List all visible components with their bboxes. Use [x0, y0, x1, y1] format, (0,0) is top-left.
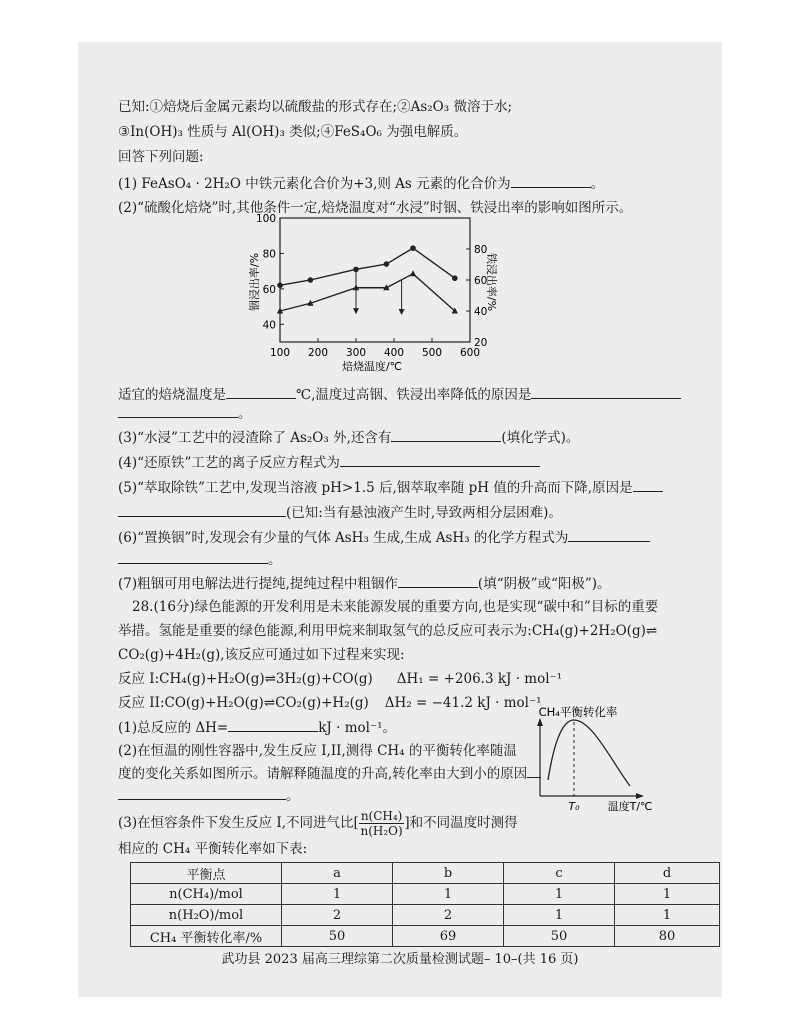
s3-prefix: (3)在恒容条件下发生反应 I,不同进气比[	[118, 815, 359, 831]
known-conditions-line-2: ③In(OH)₃ 性质与 Al(OH)₃ 类似;④FeS₄O₆ 为强电解质。	[118, 124, 468, 140]
table-cell: 1	[393, 884, 504, 905]
reaction-1-enthalpy: ΔH₁ = +206.3 kJ · mol⁻¹	[396, 671, 563, 687]
question-6-continuation: 。	[118, 550, 282, 569]
question-1: (1) FeAsO₄ · 2H₂O 中铁元素化合价为+3,则 As 元素的化合价为 。	[118, 176, 605, 192]
table-cell: 50	[504, 926, 615, 947]
table-header: d	[615, 863, 720, 884]
q5-text: (5)“萃取除铁”工艺中,发现当溶液 pH>1.5 后,铟萃取率随 pH 值的升高而下降,原因是	[118, 480, 633, 496]
table-row	[131, 884, 720, 905]
indium-data-point	[410, 245, 416, 251]
indium-arrow-icon	[353, 308, 359, 314]
table-row	[131, 905, 720, 926]
indium-data-point	[308, 277, 314, 283]
sub-question-2: (2)在恒温的刚性容器中,发生反应 I,II,测得 CH₄ 的平衡转化率随温	[118, 743, 517, 759]
table-cell: 1	[615, 905, 720, 926]
y-right-tick-label: 60	[474, 275, 488, 287]
instruction-line: 回答下列问题:	[118, 149, 204, 165]
q2-prefix: 适宜的焙烧温度是	[118, 387, 226, 403]
x-axis-label: 焙烧温度/℃	[341, 360, 403, 373]
problem-28-line-2: 举措。氢能是重要的绿色能源,利用甲烷来制取氢气的总反应可表示为:CH₄(g)+2H₂O(g)⇌	[118, 623, 658, 639]
q5-note: (已知:当有悬浊液产生时,导致两相分层困难)。	[286, 505, 562, 521]
reaction-1-equation: 反应 I:CH₄(g)+H₂O(g)⇌3H₂(g)+CO(g)	[118, 671, 373, 687]
reaction-2-enthalpy: ΔH₂ = −41.2 kJ · mol⁻¹	[384, 695, 542, 711]
q6-text: (6)“置换铟”时,发现会有少量的气体 AsH₃ 生成,生成 AsH₃ 的化学方程式为	[118, 530, 569, 546]
table-cell: 1	[282, 884, 393, 905]
y-right-tick-label: 80	[474, 244, 488, 256]
iron-arrow-icon	[399, 309, 405, 315]
fraction-denominator: n(H₂O)	[360, 824, 403, 838]
fraction-numerator: n(CH₄)	[360, 809, 403, 823]
equation-blank[interactable]	[340, 453, 540, 467]
q7-prefix: (7)粗铟可用电解法进行提纯,提纯过程中粗铟作	[118, 576, 398, 592]
table-header: c	[504, 863, 615, 884]
y-right-label: 铁浸出率/%	[485, 252, 498, 312]
q3-suffix: (填化学式)。	[501, 430, 580, 446]
table-header: 平衡点	[131, 863, 282, 884]
x-tick-label: 100	[269, 347, 291, 359]
problem-28-line-3: CO₂(g)+4H₂(g),该反应可通过如下过程来实现:	[118, 647, 405, 663]
s2-blank-2[interactable]	[118, 786, 286, 800]
sub-question-3	[118, 806, 518, 840]
indium-data-point	[384, 261, 390, 267]
page-footer: 武功县 2023 届高三理综第二次质量检测试题– 10–(共 16 页)	[221, 952, 579, 967]
problem-28-intro: 28.(16分)绿色能源的开发利用是未来能源发展的重要方向,也是实现“碳中和”目标的重要	[132, 599, 659, 615]
s2-blank[interactable]	[527, 764, 541, 778]
residue-blank[interactable]	[391, 428, 501, 442]
indium-data-point	[277, 283, 283, 289]
s1-suffix: kJ · mol⁻¹。	[318, 720, 397, 736]
y-right-tick-label: 40	[474, 306, 488, 318]
y-left-tick-label: 40	[262, 319, 276, 332]
table-header-row	[131, 863, 720, 884]
x-tick-label: 200	[307, 347, 329, 359]
table-row	[131, 926, 720, 947]
q5-blank-2[interactable]	[118, 503, 286, 517]
q5-blank[interactable]	[633, 478, 663, 492]
table-cell: 1	[615, 884, 720, 905]
question-3	[118, 428, 579, 447]
s1-prefix: (1)总反应的 ΔH=	[118, 720, 229, 736]
sub-question-2-continuation: 。	[118, 786, 300, 805]
q7-suffix: (填“阴极”或“阳极”)。	[477, 576, 611, 592]
y-left-tick-label: 100	[255, 213, 276, 225]
s3-suffix: ]和不同温度时测得	[404, 815, 518, 831]
series-line	[280, 274, 455, 311]
q2-middle: ℃,温度过高铟、铁浸出率降低的原因是	[296, 387, 532, 403]
x-tick-label: 300	[345, 347, 367, 359]
table-cell: 1	[504, 884, 615, 905]
reaction-2	[118, 694, 542, 712]
table-cell: 2	[393, 905, 504, 926]
conversion-curve	[548, 720, 630, 786]
y-left-tick-label: 60	[262, 283, 276, 296]
question-2: (2)“硫酸化焙烧”时,其他条件一定,焙烧温度对“水浸”时铟、铁浸出率的影响如图所示。	[118, 200, 633, 216]
question-1-text: (1) FeAsO₄ · 2H₂O 中铁元素化合价为+3,则 As 元素的化合价为	[118, 176, 511, 192]
table-cell: n(CH₄)/mol	[131, 884, 282, 905]
conversion-chart-title: CH₄平衡转化率	[538, 705, 618, 719]
known-conditions-line-1: 已知:①焙烧后金属元素均以硫酸盐的形式存在;②As₂O₃ 微溶于水;	[118, 99, 513, 115]
reaction-2-equation: 反应 II:CO(g)+H₂O(g)⇌CO₂(g)+H₂(g)	[118, 695, 369, 711]
question-7	[118, 574, 611, 593]
y-right-tick-label: 20	[474, 337, 488, 349]
sub-question-2-line-2	[118, 764, 541, 783]
q6-blank[interactable]	[568, 528, 650, 542]
electrode-blank[interactable]	[398, 574, 478, 588]
iron-data-point	[410, 270, 416, 276]
table-cell: CH₄ 平衡转化率/%	[131, 926, 282, 947]
x-tick-label: 400	[383, 347, 405, 359]
temperature-blank[interactable]	[226, 385, 296, 399]
table-cell: 1	[504, 905, 615, 926]
question-4	[118, 453, 540, 472]
question-2-continuation: 。	[118, 404, 252, 423]
table-cell: n(H₂O)/mol	[131, 905, 282, 926]
equilibrium-table	[130, 862, 720, 947]
reason-blank[interactable]	[531, 385, 681, 399]
question-5-continuation	[118, 503, 562, 522]
question-5	[118, 478, 663, 497]
indium-data-point	[452, 275, 458, 281]
y-arrow-icon	[537, 718, 543, 726]
q3-prefix: (3)“水浸”工艺中的浸渣除了 As₂O₃ 外,还含有	[118, 430, 392, 446]
table-cell: 69	[393, 926, 504, 947]
reaction-1	[118, 670, 562, 688]
series-line	[280, 248, 455, 285]
x-tick-label: 600	[459, 347, 481, 359]
question-6	[118, 528, 650, 547]
reason-blank-2[interactable]	[118, 404, 238, 418]
enthalpy-blank[interactable]	[228, 718, 318, 732]
y-left-label: 铟浸出率/%	[248, 252, 261, 312]
table-cell: 80	[615, 926, 720, 947]
table-cell: 2	[282, 905, 393, 926]
table-cell: 50	[282, 926, 393, 947]
x-tick-label: 500	[421, 347, 443, 359]
sub-question-3-line-2: 相应的 CH₄ 平衡转化率如下表:	[118, 841, 308, 857]
question-2-answer	[118, 385, 681, 404]
q6-blank-2[interactable]	[118, 550, 268, 564]
y-left-tick-label: 80	[262, 248, 276, 261]
sub-question-1	[118, 718, 396, 737]
conversion-x-label: 温度T/℃	[607, 800, 653, 813]
q4-text: (4)“还原铁”工艺的离子反应方程式为	[118, 455, 340, 471]
intake-ratio-fraction	[359, 809, 405, 838]
table-header: a	[282, 863, 393, 884]
x-arrow-icon	[636, 793, 644, 799]
s2-text: 度的变化关系如图所示。请解释随温度的升高,转化率由大到小的原因	[118, 766, 528, 782]
t0-label: T₀	[568, 800, 580, 813]
table-header: b	[393, 863, 504, 884]
